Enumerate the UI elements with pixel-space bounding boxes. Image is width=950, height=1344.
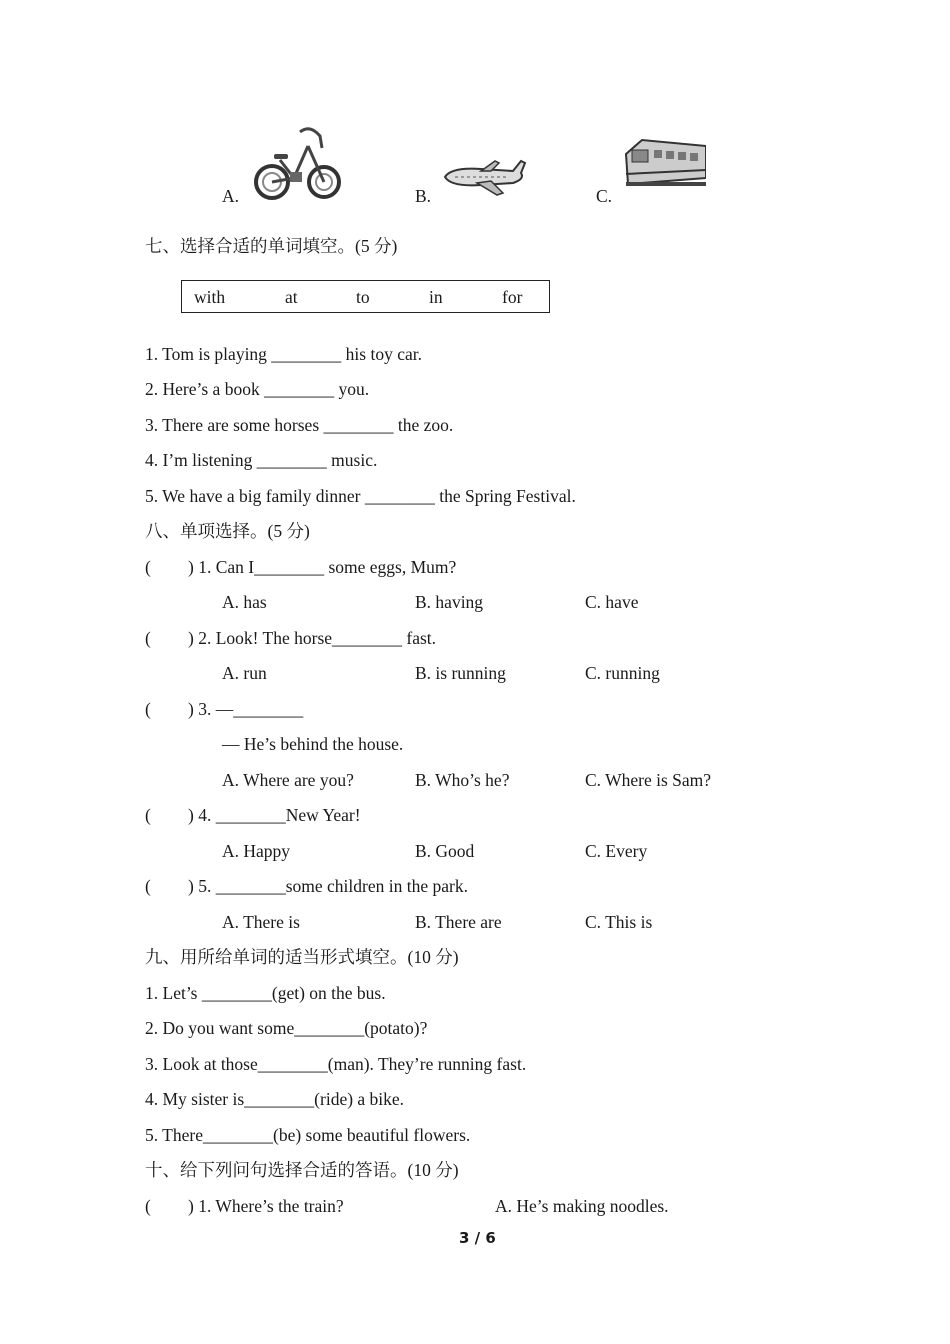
section-9-item: 5. There________(be) some beautiful flowers. — [145, 1125, 471, 1145]
word-bank-item: in — [429, 287, 443, 307]
choice-c: C. Where is Sam? — [585, 770, 712, 790]
question-stem: ) 5. ________some children in the park. — [188, 876, 468, 896]
section-9-item: 4. My sister is________(ride) a bike. — [145, 1089, 405, 1109]
question-stem: ) 2. Look! The horse________ fast. — [188, 628, 437, 648]
answer-paren: ( — [145, 628, 151, 648]
choice-c: C. running — [585, 663, 660, 683]
section-7-title: 七、选择合适的单词填空。(5 分) — [145, 236, 398, 256]
option-b-label: B. — [415, 186, 432, 206]
question-stem: ) 1. Can I________ some eggs, Mum? — [188, 557, 457, 577]
answer-option-a: A. He’s making noodles. — [495, 1196, 669, 1216]
choice-c: C. This is — [585, 912, 653, 932]
answer-paren: ( — [145, 557, 151, 577]
section-9-item: 2. Do you want some________(potato)? — [145, 1018, 428, 1038]
choice-a: A. run — [222, 663, 267, 683]
airplane-picture — [441, 155, 527, 199]
question-stem: ) 1. Where’s the train? — [188, 1196, 344, 1216]
word-bank-box — [181, 280, 550, 313]
word-bank-item: with — [194, 287, 226, 307]
word-bank-item: to — [356, 287, 370, 307]
word-bank-item: at — [285, 287, 298, 307]
section-7-item: 1. Tom is playing ________ his toy car. — [145, 344, 422, 364]
section-7-item: 4. I’m listening ________ music. — [145, 450, 378, 470]
choice-b: B. having — [415, 592, 484, 612]
bicycle-picture — [250, 122, 342, 202]
answer-paren: ( — [145, 699, 151, 719]
option-c-label: C. — [596, 186, 613, 206]
choice-a: A. Happy — [222, 841, 291, 861]
choice-c: C. Every — [585, 841, 648, 861]
section-8-title: 八、单项选择。(5 分) — [145, 521, 310, 541]
answer-paren: ( — [145, 876, 151, 896]
section-7-item: 2. Here’s a book ________ you. — [145, 379, 370, 399]
section-9-title: 九、用所给单词的适当形式填空。(10 分) — [145, 947, 459, 967]
page-number: 3 / 6 — [459, 1229, 496, 1247]
choice-b: B. Good — [415, 841, 475, 861]
word-bank-item: for — [502, 287, 523, 307]
choice-a: A. There is — [222, 912, 300, 932]
choice-b: B. There are — [415, 912, 502, 932]
section-9-item: 3. Look at those________(man). They’re running fast. — [145, 1054, 527, 1074]
choice-b: B. Who’s he? — [415, 770, 510, 790]
section-10-title: 十、给下列问句选择合适的答语。(10 分) — [145, 1160, 459, 1180]
dialogue-reply: — He’s behind the house. — [222, 734, 404, 754]
choice-c: C. have — [585, 592, 639, 612]
option-a-label: A. — [222, 186, 240, 206]
section-7-item: 3. There are some horses ________ the zoo. — [145, 415, 454, 435]
choice-a: A. Where are you? — [222, 770, 354, 790]
question-stem: ) 4. ________New Year! — [188, 805, 361, 825]
question-stem: ) 3. —________ — [188, 699, 304, 719]
choice-b: B. is running — [415, 663, 506, 683]
section-9-item: 1. Let’s ________(get) on the bus. — [145, 983, 386, 1003]
train-picture — [622, 134, 706, 192]
choice-a: A. has — [222, 592, 267, 612]
section-7-item: 5. We have a big family dinner ________ the Spring Festival. — [145, 486, 576, 506]
answer-paren: ( — [145, 805, 151, 825]
answer-paren: ( — [145, 1196, 151, 1216]
